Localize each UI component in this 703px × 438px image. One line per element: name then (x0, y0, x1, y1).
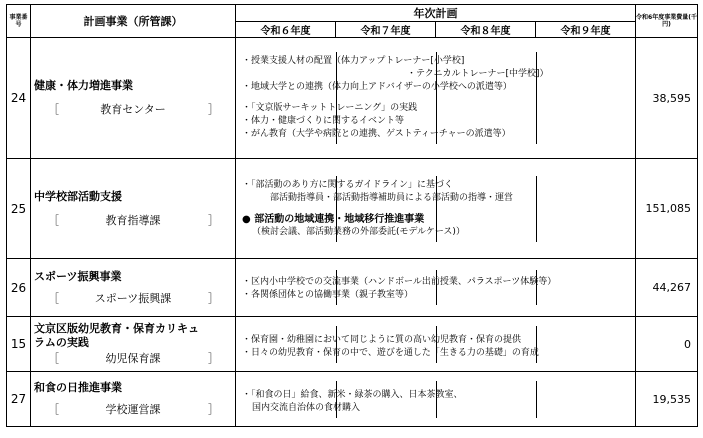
plan-table (6, 4, 698, 427)
dept-name: スポーツ振興課 (94, 291, 172, 305)
row-number: 24 (7, 38, 31, 159)
plan-detail (236, 38, 636, 159)
project-name: 和食の日推進事業 (34, 381, 122, 394)
budget-value: 151,085 (636, 159, 698, 259)
dept-name: 幼児保育課 (105, 352, 161, 365)
project-dept: ［ スポーツ振興課 ］ (48, 291, 219, 305)
plan-item: ・授業支援人材の配置（体力アップトレーナー[小学校] (242, 56, 465, 66)
dept-name: 学校運営課 (105, 403, 161, 416)
plan-detail (236, 159, 636, 259)
plan-table-frame (6, 4, 697, 432)
plan-item: ・「文京版サーキットトレーニング」の実践 (242, 103, 418, 113)
table-row (7, 317, 698, 372)
project-name: 健康・体力増進事業 (34, 79, 133, 92)
plan-item: 部活動指導員・部活動指導補助員による部活動の指導・運営 (270, 192, 514, 203)
header-budget: 令和6年度事業費量(千円) (636, 5, 698, 38)
table-row (7, 259, 698, 317)
project-dept: ［ 学校運営課 ］ (48, 403, 219, 416)
project-cell (31, 259, 236, 317)
budget-value: 0 (636, 317, 698, 372)
plan-item: ・「和食の日」給食、新米・緑茶の購入、日本茶教室、 (242, 389, 463, 400)
project-dept: ［ 教育センター ］ (48, 103, 219, 116)
row-number: 27 (7, 372, 31, 427)
plan-item: 国内交流自治体の食材購入 (252, 402, 361, 413)
table-row (7, 159, 698, 259)
table-row (7, 372, 698, 427)
project-cell (31, 372, 236, 427)
budget-value: 44,267 (636, 259, 698, 317)
table-row (7, 38, 698, 159)
project-dept: ［ 幼児保育課 ］ (48, 352, 219, 365)
plan-detail (236, 259, 636, 317)
row-number: 26 (7, 259, 31, 317)
header-annual-plan: 年次計画 (236, 5, 636, 22)
plan-item: ・各関係団体との協働事業（親子教室等） (242, 290, 414, 300)
project-name: スポーツ振興事業 (34, 269, 122, 283)
project-name: 文京区版幼児教育・保育カリキュ (34, 322, 199, 335)
budget-value: 38,595 (636, 38, 698, 159)
plan-item: ・テクニカルトレーナー[中学校]） (407, 69, 549, 79)
plan-item: ・保育園・幼稚園において同じように質の高い幼児教育・保育の提供 (242, 334, 522, 345)
row-number: 25 (7, 159, 31, 259)
header-project: 計画事業（所管課） (31, 5, 236, 38)
dept-name: 教育センター (100, 103, 166, 116)
header-year-r6: 令和６年度 (236, 22, 336, 38)
project-name: 中学校部活動支援 (34, 189, 122, 203)
project-dept: ［ 教育指導課 ］ (48, 213, 219, 227)
project-cell (31, 38, 236, 159)
plan-item: ● 部活動の地域連携・地域移行推進事業 (242, 213, 425, 225)
plan-item: ・がん教育（大学や病院との連携、ゲストティーチャーの派遣等） (242, 129, 511, 139)
plan-item: ・日々の幼児教育・保育の中で、遊びを通した「生きる力の基礎」の育成 (242, 347, 539, 358)
plan-detail (236, 372, 636, 427)
project-cell (31, 317, 236, 372)
header-year-r8: 令和８年度 (436, 22, 536, 38)
header-year-r7: 令和７年度 (336, 22, 436, 38)
plan-item: ・体力・健康づくりに関するイベント等 (242, 116, 405, 126)
plan-item: ・地域大学との連携（体力向上アドバイザーの小学校への派遣等） (242, 82, 512, 92)
budget-value: 19,535 (636, 372, 698, 427)
plan-item: ・「部活動のあり方に関するガイドライン」に基づく (242, 179, 453, 190)
header-year-r9: 令和９年度 (536, 22, 636, 38)
row-number: 15 (7, 317, 31, 372)
plan-item: （検討会議、部活動業務の外部委託(モデルケース)） (252, 226, 465, 237)
header-no: 事業番号 (7, 5, 31, 38)
plan-item: ・区内小中学校での交流事業（ハンドボール出前授業、パラスポーツ体験等） (242, 277, 557, 287)
dept-name: 教育指導課 (105, 213, 161, 227)
project-name-cont: ラムの実践 (34, 336, 89, 349)
project-cell (31, 159, 236, 259)
plan-detail (236, 317, 636, 372)
